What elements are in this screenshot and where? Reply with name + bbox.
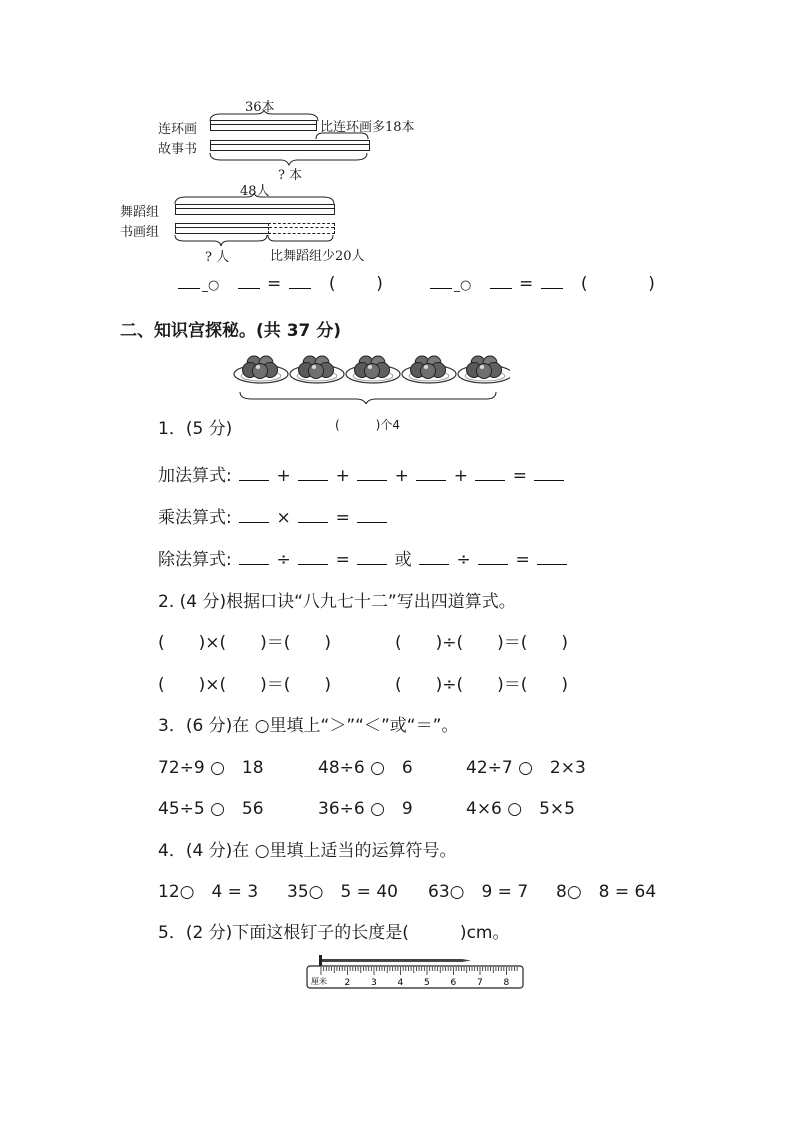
ruler-number: 3 bbox=[371, 978, 377, 988]
divide-sign: ÷ bbox=[456, 550, 471, 570]
ruler-number: 8 bbox=[503, 978, 510, 988]
diagram1-row1-label: 连环画 bbox=[158, 122, 198, 137]
q2-title: 2. (4 分)根据口诀“八九七十二”写出四道算式。 bbox=[158, 592, 516, 612]
blank[interactable] bbox=[357, 466, 387, 481]
blank[interactable] bbox=[416, 466, 446, 481]
answer-blank[interactable] bbox=[490, 274, 512, 289]
ruler-with-nail bbox=[305, 952, 525, 990]
answer-blank[interactable] bbox=[289, 274, 311, 289]
ruler-unit: 厘米 bbox=[311, 977, 327, 986]
blank[interactable] bbox=[534, 466, 564, 481]
multiplication-label: 乘法算式: bbox=[158, 508, 232, 528]
blank[interactable] bbox=[537, 550, 567, 565]
q2-division-1[interactable]: ( )÷( )＝( ) bbox=[395, 633, 569, 653]
blank[interactable] bbox=[478, 550, 508, 565]
diagram2-extra-label: 比舞蹈组少20人 bbox=[270, 249, 365, 264]
blank[interactable] bbox=[239, 466, 269, 481]
nail-shaft bbox=[322, 959, 462, 962]
apple-plate bbox=[234, 356, 288, 383]
diagram1-bottom-label: ? 本 bbox=[278, 168, 303, 183]
diagram1-row2-label: 故事书 bbox=[158, 142, 198, 157]
diagram2-answer-line: _○ = ( ) bbox=[428, 274, 655, 294]
equals-sign: = bbox=[515, 550, 530, 570]
ruler-number: 6 bbox=[450, 978, 457, 988]
q3-title: 3．(6 分)在 ○里填上“＞”“＜”或“＝”。 bbox=[158, 716, 459, 736]
q1-addition-row bbox=[158, 461, 566, 486]
q3-item[interactable]: 4×6 ○ 5×5 bbox=[466, 799, 575, 819]
q5-title: 5．(2 分)下面这根钉子的长度是( )cm。 bbox=[158, 923, 510, 943]
answer-blank[interactable] bbox=[178, 274, 200, 289]
q4-item[interactable]: 35○ 5 = 40 bbox=[287, 882, 398, 902]
left-paren: ( bbox=[580, 274, 588, 294]
op-circle[interactable]: ○ bbox=[460, 278, 472, 293]
divide-sign: ÷ bbox=[276, 550, 291, 570]
left-paren: ( bbox=[328, 274, 336, 294]
diagram2-row2-bar bbox=[175, 223, 269, 234]
diagram2-top-label: 48人 bbox=[240, 184, 270, 199]
ruler-number: 7 bbox=[477, 978, 483, 988]
right-paren: ) bbox=[648, 274, 655, 294]
q4-item[interactable]: 8○ 8 = 64 bbox=[556, 882, 657, 902]
q1-brace-caption: ( )个4 bbox=[335, 418, 400, 432]
q4-item[interactable]: 12○ 4 = 3 bbox=[158, 882, 259, 902]
diagram2-bottom-label: ? 人 bbox=[205, 250, 230, 265]
q3-item[interactable]: 36÷6 ○ 9 bbox=[318, 799, 413, 819]
diagram2-row1-label: 舞蹈组 bbox=[120, 205, 160, 220]
nail-tip bbox=[462, 959, 471, 962]
ruler-number: 2 bbox=[344, 978, 351, 988]
equals-sign: = bbox=[335, 508, 350, 528]
diagram1-row1-bar bbox=[210, 120, 317, 131]
q4-title: 4．(4 分)在 ○里填上适当的运算符号。 bbox=[158, 841, 457, 861]
blank[interactable] bbox=[419, 550, 449, 565]
ruler-svg bbox=[305, 952, 525, 990]
blank[interactable] bbox=[475, 466, 505, 481]
blank[interactable] bbox=[239, 550, 269, 565]
blank[interactable] bbox=[298, 550, 328, 565]
blank[interactable] bbox=[357, 550, 387, 565]
q3-item[interactable]: 48÷6 ○ 6 bbox=[318, 758, 413, 778]
q3-item[interactable]: 72÷9 ○ 18 bbox=[158, 758, 264, 778]
q2-multiplication-1[interactable]: ( )×( )＝( ) bbox=[158, 633, 332, 653]
times-sign: × bbox=[276, 508, 291, 528]
diagram2-row1-bar bbox=[175, 204, 335, 215]
diagram1-top-label: 36本 bbox=[245, 100, 275, 115]
diagram1-answer-line: _○ = ( ) bbox=[176, 274, 383, 294]
q3-item[interactable]: 42÷7 ○ 2×3 bbox=[466, 758, 586, 778]
nail-head bbox=[319, 955, 322, 967]
blank[interactable] bbox=[298, 466, 328, 481]
section-title: 二、知识宫探秘。(共 37 分) bbox=[120, 321, 342, 341]
blank[interactable] bbox=[239, 508, 269, 523]
diagram2-row2-label: 书画组 bbox=[120, 225, 160, 240]
division-label: 除法算式: bbox=[158, 550, 232, 570]
blank[interactable] bbox=[298, 508, 328, 523]
answer-blank[interactable] bbox=[541, 274, 563, 289]
equals-sign: = bbox=[266, 274, 282, 294]
q2-division-2[interactable]: ( )÷( )＝( ) bbox=[395, 675, 569, 695]
diagram1-extra-label: 比连环画多18本 bbox=[320, 120, 415, 135]
equals-sign: = bbox=[512, 466, 528, 486]
or-word: 或 bbox=[394, 550, 412, 570]
op-circle[interactable]: ○ bbox=[208, 278, 220, 293]
q1-multiplication-row bbox=[158, 503, 389, 528]
plus-sign: + bbox=[335, 466, 350, 486]
blank[interactable] bbox=[357, 508, 387, 523]
plus-sign: + bbox=[453, 466, 468, 486]
plus-sign: + bbox=[394, 466, 409, 486]
q1-division-row bbox=[158, 545, 569, 570]
plus-sign: + bbox=[276, 466, 291, 486]
apple-plates-illustration bbox=[232, 352, 510, 404]
q4-item[interactable]: 63○ 9 = 7 bbox=[428, 882, 529, 902]
ruler-number: 5 bbox=[424, 978, 430, 988]
answer-blank[interactable] bbox=[238, 274, 260, 289]
equals-sign: = bbox=[518, 274, 534, 294]
q1-label: 1．(5 分) bbox=[158, 419, 233, 439]
q3-item[interactable]: 45÷5 ○ 56 bbox=[158, 799, 264, 819]
ruler-number: 4 bbox=[397, 978, 404, 988]
diagram2-row2-dashed-bar bbox=[268, 223, 335, 234]
q2-multiplication-2[interactable]: ( )×( )＝( ) bbox=[158, 675, 332, 695]
answer-blank[interactable] bbox=[430, 274, 452, 289]
addition-label: 加法算式: bbox=[158, 466, 232, 486]
right-paren: ) bbox=[376, 274, 383, 294]
equals-sign: = bbox=[335, 550, 350, 570]
diagram1-extra-brace bbox=[315, 123, 370, 153]
